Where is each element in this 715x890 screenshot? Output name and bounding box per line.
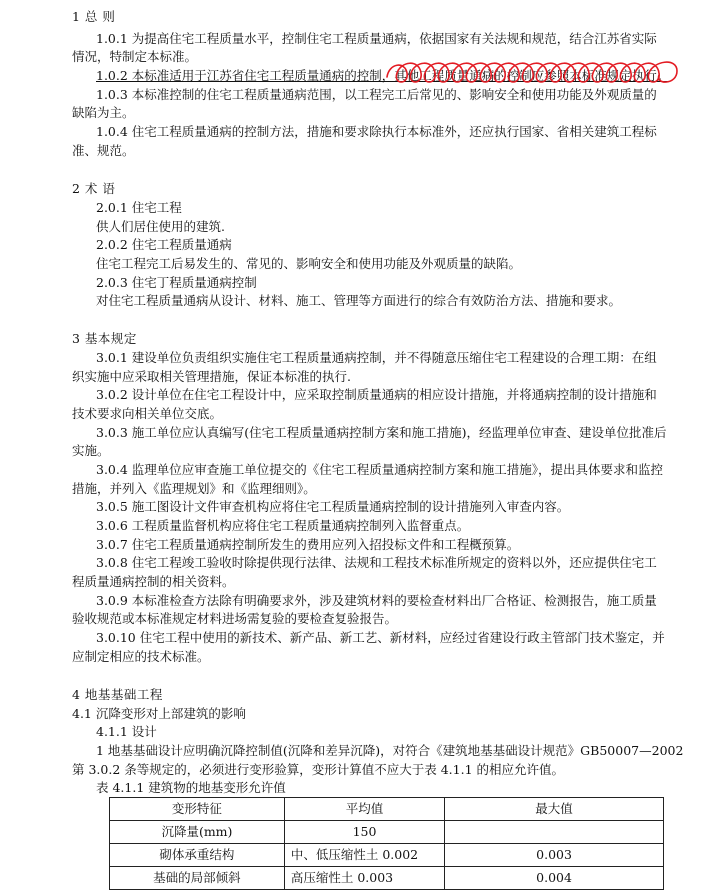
clause-3-0-1-cont: 织实施中应采取相关管理措施，保证本标准的执行. [72,369,351,384]
clause-3-0-2: 3.0.2 设计单位在住宅工程设计中，应采取控制质量通病的相应设计措施，并将通病控制的设计措施和 [96,387,657,402]
clause-1-0-4-cont: 准、规范。 [72,143,135,158]
term-2-0-2-def: 住宅工程完工后易发生的、常见的、影响安全和使用功能及外观质量的缺陷。 [96,256,522,271]
subsection-4-1-1: 4.1.1 设计 [96,724,157,739]
table-cell: 150 [284,821,444,844]
term-2-0-2: 2.0.2 住宅工程质量通病 [96,237,232,252]
section-2-heading: 2 术 语 [72,181,116,196]
clause-3-0-10: 3.0.10 住宅工程中使用的新技术、新产品、新工艺、新材料，应经过省建设行政主管部门技术鉴定，并 [96,630,665,645]
subsection-4-1: 4.1 沉降变形对上部建筑的影响 [72,706,246,721]
item-1: 1 地基基础设计应明确沉降控制值(沉降和差异沉降)，对符合《建筑地基基础设计规范》GB50007—2002 [96,743,684,758]
clause-3-0-10-cont: 应制定相应的技术标准。 [72,649,210,664]
clause-1-0-4: 1.0.4 住宅工程质量通病的控制方法，措施和要求除执行本标准外，还应执行国家、省相关建筑工程标 [96,124,657,139]
clause-1-0-1: 1.0.1 为提高住宅工程质量水平，控制住宅工程质量通病，依据国家有关法规和规范，结合江苏省实际 [96,31,657,46]
table-row [110,867,664,890]
table-header-row [110,798,664,821]
section-1-heading: 1 总 则 [72,9,116,24]
term-2-0-1: 2.0.1 住宅工程 [96,200,182,215]
clause-3-0-8-cont: 程质量通病控制的相关资料。 [72,574,235,589]
table-cell: 基础的局部倾斜 [110,867,285,890]
clause-1-0-3: 1.0.3 本标准控制的住宅工程质量通病范围，以工程完工后常见的、影响安全和使用功能及外观质量的 [96,87,657,102]
term-2-0-3-def: 对住宅工程质量通病从设计、材料、施工、管理等方面进行的综合有效防治方法、措施和要求。 [96,293,622,308]
section-4-heading: 4 地基基础工程 [72,687,163,702]
section-3-heading: 3 基本规定 [72,331,137,346]
table-cell: 中、低压缩性土 0.002 [284,844,444,867]
clause-3-0-3-cont: 实施。 [72,443,110,458]
clause-3-0-5: 3.0.5 施工图设计文件审查机构应将住宅工程质量通病控制的设计措施列入审查内容。 [96,499,570,514]
handwritten-annotation [385,55,680,89]
clause-3-0-8: 3.0.8 住宅工程竣工验收时除提供现行法律、法规和工程技术标准所规定的资料以外，还应提供住宅工 [96,555,657,570]
clause-1-0-3-cont: 缺陷为主。 [72,105,135,120]
table-row [110,821,664,844]
clause-3-0-4: 3.0.4 监理单位应审查施工单位提交的《住宅工程质量通病控制方案和施工措施》，提出具体要求和监控 [96,462,664,477]
clause-3-0-4-cont: 措施，并列入《监理规划》和《监理细则》。 [72,481,316,496]
table-caption: 表 4.1.1 建筑物的地基变形允许值 [96,780,286,795]
table-cell: 高压缩性土 0.003 [284,867,444,890]
clause-3-0-1: 3.0.1 建设单位负责组织实施住宅工程质量通病控制，并不得随意压缩住宅工程建设的合理工期：在组 [96,350,657,365]
table-cell: 沉降量(mm) [110,821,285,844]
table-header-cell: 最大值 [445,798,664,821]
table-cell [445,821,664,844]
clause-3-0-6: 3.0.6 工程质量监督机构应将住宅工程质量通病控制列入监督重点。 [96,518,470,533]
clause-3-0-3: 3.0.3 施工单位应认真编写(住宅工程质量通病控制方案和施工措施)，经监理单位审查、建设单位批准后 [96,425,667,440]
term-2-0-1-def: 供人们居住使用的建筑. [96,219,225,234]
deformation-table [109,797,664,890]
term-2-0-3: 2.0.3 住宅丁程质量通病控制 [96,275,257,290]
clause-3-0-2-cont: 技术要求向相关单位交底。 [72,406,223,421]
item-1-cont: 第 3.0.2 条等规定的，必须进行变形验算，变形计算值不应大于表 4.1.1 的相应允许值。 [72,762,565,777]
clause-3-0-9-cont: 验收规范或本标准规定材料进场需复验的要检查复验报告。 [72,611,398,626]
table-cell: 0.004 [445,867,664,890]
table-cell: 砌体承重结构 [110,844,285,867]
table-header-cell: 变形特征 [110,798,285,821]
clause-3-0-7: 3.0.7 住宅工程质量通病控制所发生的费用应列入招投标文件和工程概预算。 [96,537,520,552]
table-header-cell: 平均值 [284,798,444,821]
clause-3-0-9: 3.0.9 本标准检查方法除有明确要求外，涉及建筑材料的要检查材料出厂合格证、检测报告，施工质量 [96,593,657,608]
clause-1-0-1-cont: 情况，特制定本标准。 [72,49,198,64]
table-cell: 0.003 [445,844,664,867]
table-row [110,844,664,867]
clause-1-0-2: 1.0.2 本标准适用于江苏省住宅工程质量通病的控制，其他工程质量通病的控制应参照本标准规定执行。 [96,68,670,83]
